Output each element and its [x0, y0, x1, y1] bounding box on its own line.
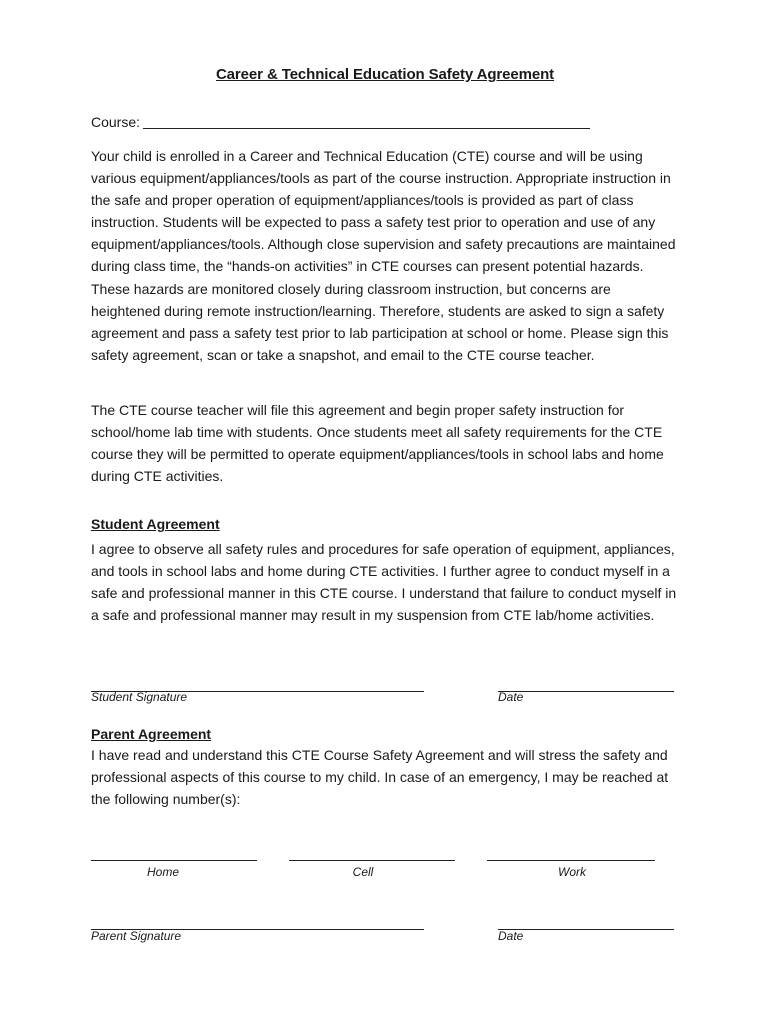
parent-signature-caption: Parent Signature	[91, 929, 182, 943]
course-label: Course:	[91, 114, 141, 130]
cell-phone-line[interactable]	[289, 860, 455, 861]
teacher-paragraph: The CTE course teacher will file this agreement and begin proper safety instruction for school/home lab time with students. Once students meet all safety requirements for the CTE course they will be permitted to operate equipment/appliances/tools in school labs and home during CTE activities.	[91, 402, 664, 485]
home-phone-line[interactable]	[91, 860, 257, 861]
parent-agreement-heading: Parent Agreement	[91, 726, 212, 742]
student-signature-caption: Student Signature	[91, 690, 188, 704]
parent-date-line[interactable]	[498, 929, 674, 930]
document-title: Career & Technical Education Safety Agreement	[215, 66, 555, 83]
student-date-line[interactable]	[498, 691, 674, 692]
intro-paragraph: Your child is enrolled in a Career and Technical Education (CTE) course and will be using various equipment/appliances/tools as part of the course instruction. Appropriate instruction in the safe and proper operation of equipment/appliances/tools is provided as part of class instruction. Students will be expected to pass a safety test prior to operation and use of any equipment/appliances/tools. Although close supervision and safety precautions are maintained during class time, the “hands-on activities” in CTE courses can present potential hazards. These hazards are monitored closely during classroom instruction, but concerns are heightened during remote instruction/learning. Therefore, students are asked to sign a safety agreement and pass a safety test prior to lab participation at school or home. Please sign this safety agreement, scan or take a snapshot, and email to the CTE course teacher.	[91, 148, 676, 363]
course-field	[91, 114, 590, 130]
course-blank-line[interactable]	[143, 114, 590, 129]
work-phone-line[interactable]	[487, 860, 655, 861]
parent-agreement-body: I have read and understand this CTE Course Safety Agreement and will stress the safety and professional aspects of this course to my child. In case of an emergency, I may be reached at the following number(s):	[91, 747, 669, 808]
student-agreement-heading: Student Agreement	[91, 516, 220, 532]
work-phone-caption: Work	[558, 865, 586, 879]
parent-date-caption: Date	[498, 929, 524, 943]
cell-phone-caption: Cell	[352, 865, 374, 879]
home-phone-caption: Home	[146, 865, 179, 879]
student-agreement-body: I agree to observe all safety rules and procedures for safe operation of equipment, appliances, and tools in school labs and home during CTE activities. I further agree to conduct myself in a safe and professional manner in this CTE course. I understand that failure to conduct myself in a safe and professional manner may result in my suspension from CTE lab/home activities.	[91, 541, 677, 624]
student-date-caption: Date	[498, 690, 524, 704]
